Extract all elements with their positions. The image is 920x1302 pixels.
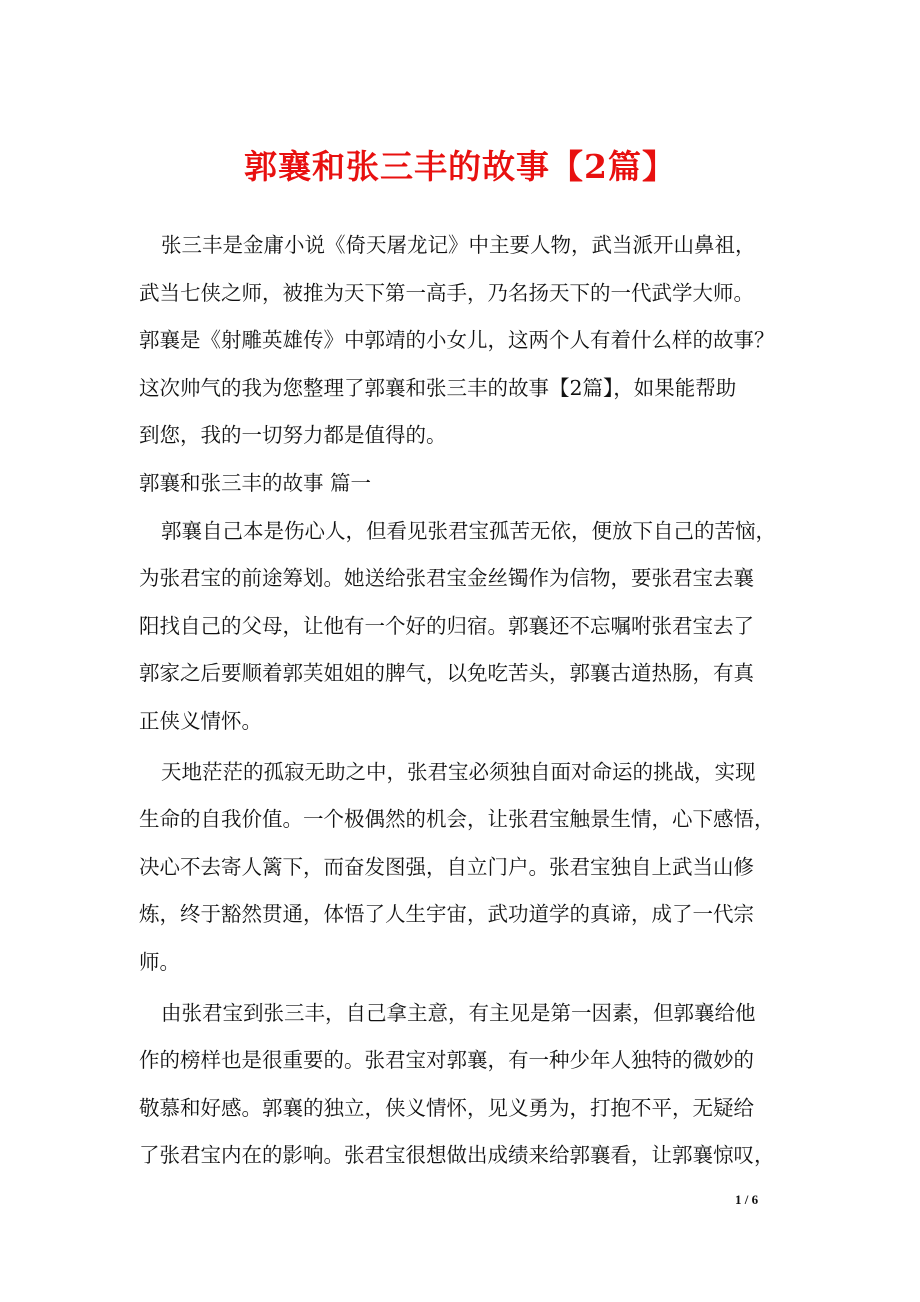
document-title: 郭襄和张三丰的故事【2篇】 xyxy=(244,147,676,186)
paragraph-line: 张三丰是金庸小说《倚天屠龙记》中主要人物，武当派开山鼻祖， xyxy=(161,233,756,257)
paragraph-line: 这次帅气的我为您整理了郭襄和张三丰的故事【2篇】，如果能帮助 xyxy=(139,375,737,400)
paragraph-line: 生命的自我价值。一个极偶然的机会，让张君宝触景生情，心下感悟， xyxy=(139,807,775,832)
paragraph-line: 炼，终于豁然贯通，体悟了人生宇宙，武功道学的真谛，成了一代宗 xyxy=(139,902,754,927)
paragraph-line: 了张君宝内在的影响。张君宝很想做出成绩来给郭襄看，让郭襄惊叹， xyxy=(139,1143,775,1168)
document-body xyxy=(139,222,789,1180)
paragraph-line: 师。 xyxy=(139,949,180,974)
paragraph-line: 郭襄是《射雕英雄传》中郭靖的小女儿，这两个人有着什么样的故事？ xyxy=(139,328,775,353)
paragraph-line: 天地茫茫的孤寂无助之中，张君宝必须独自面对命运的挑战，实现 xyxy=(161,759,756,784)
paragraph-line: 阳找自己的父母，让他有一个好的归宿。郭襄还不忘嘱咐张君宝去了 xyxy=(139,613,754,638)
paragraph-line: 郭家之后要顺着郭芙姐姐的脾气，以免吃苦头，郭襄古道热肠，有真 xyxy=(139,661,754,686)
paragraph-line: 武当七侠之师，被推为天下第一高手，乃名扬天下的一代武学大师。 xyxy=(139,280,754,305)
paragraph-line: 作的榜样也是很重要的。张君宝对郭襄，有一种少年人独特的微妙的 xyxy=(139,1048,754,1073)
paragraph-line: 决心不去寄人篱下，而奋发图强，自立门户。张君宝独自上武当山修 xyxy=(139,854,754,879)
paragraph-line: 正侠义情怀。 xyxy=(139,708,262,733)
page-number: 1 / 6 xyxy=(735,1192,759,1207)
paragraph-line: 到您，我的一切努力都是值得的。 xyxy=(139,423,447,448)
paragraph-line: 郭襄自己本是伤心人，但看见张君宝孤苦无依，便放下自己的苦恼， xyxy=(161,518,776,543)
section-heading: 郭襄和张三丰的故事 篇一 xyxy=(139,470,372,495)
paragraph-line: 敬慕和好感。郭襄的独立，侠义情怀，见义勇为，打抱不平，无疑给 xyxy=(139,1095,754,1120)
paragraph-line: 由张君宝到张三丰，自己拿主意，有主见是第一因素，但郭襄给他 xyxy=(161,1000,756,1025)
paragraph-line: 为张君宝的前途筹划。她送给张君宝金丝镯作为信物，要张君宝去襄 xyxy=(139,566,754,591)
